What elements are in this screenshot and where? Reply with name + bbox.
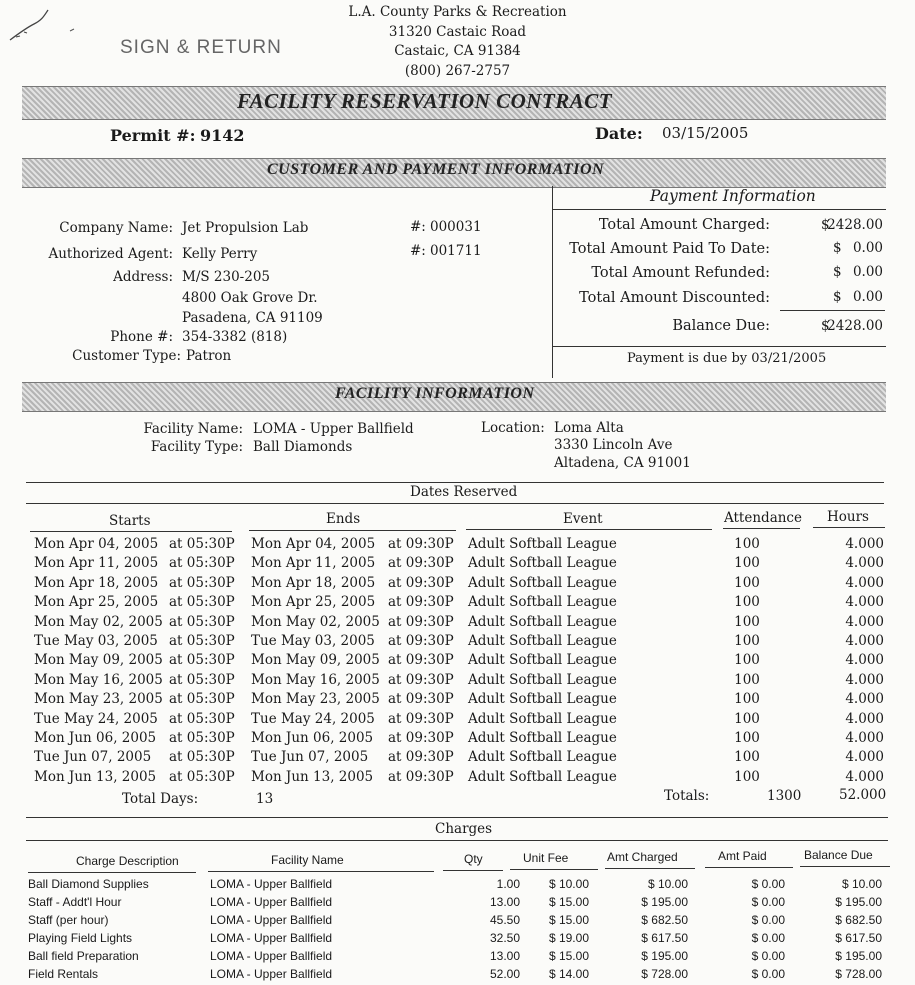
hours: 4.000 [845, 730, 884, 747]
event-name: Adult Softball League [468, 613, 617, 630]
start-time: at 05:30P [169, 691, 235, 708]
start-time: at 05:30P [169, 574, 235, 591]
charge-unit-fee: $ 19.00 [548, 930, 589, 945]
start-date: Mon Jun 13, 2005 [34, 768, 157, 785]
charge-facility: LOMA - Upper Ballfield [210, 930, 333, 945]
reservation-row [34, 632, 884, 651]
charge-amt-charged: $ 195.00 [641, 894, 688, 909]
reservation-row [34, 613, 884, 632]
event-header-rule [466, 529, 712, 530]
starts-header-rule [30, 531, 232, 532]
hours: 4.000 [845, 652, 884, 669]
charge-row [28, 930, 890, 948]
attendance: 100 [734, 730, 760, 747]
facility-header-rule [208, 871, 434, 872]
total-attendance: 1300 [767, 788, 802, 804]
charge-amt-paid: $ 0.00 [751, 966, 785, 981]
hours: 4.000 [845, 768, 884, 785]
date-value: 03/15/2005 [662, 124, 749, 142]
start-time: at 05:30P [169, 730, 235, 747]
hours: 4.000 [845, 613, 884, 630]
end-time: at 09:30P [388, 574, 454, 591]
permit-label: Permit #: [110, 126, 196, 145]
agent-number-label: #: [410, 243, 426, 259]
end-time: at 09:30P [388, 652, 454, 669]
event-name: Adult Softball League [468, 691, 617, 708]
event-name: Adult Softball League [468, 536, 617, 552]
charge-balance-due: $ 617.50 [835, 930, 882, 945]
total-charged-label: Total Amount Charged: [598, 217, 770, 233]
charge-amt-charged: $ 10.00 [647, 877, 688, 891]
org-address-1: 31320 Castaic Road [388, 24, 527, 40]
agent-label: Authorized Agent: [48, 246, 173, 262]
start-date: Mon May 16, 2005 [34, 671, 163, 688]
location-line-2: 3330 Lincoln Ave [554, 437, 673, 453]
end-date: Mon Jun 13, 2005 [251, 768, 374, 785]
charge-row [28, 948, 890, 966]
reservation-row [34, 671, 884, 690]
end-time: at 09:30P [388, 730, 454, 747]
reservation-row [34, 593, 884, 612]
charge-balance-due: $ 682.50 [835, 912, 882, 927]
reservation-row [34, 768, 884, 787]
event-name: Adult Softball League [468, 710, 617, 727]
starts-header: Starts [109, 513, 151, 529]
attendance: 100 [734, 768, 760, 785]
permit-number: 9142 [200, 126, 245, 145]
total-paid-currency: $ [833, 240, 842, 256]
charge-facility: LOMA - Upper Ballfield [210, 948, 333, 963]
charge-unit-fee: $ 15.00 [548, 948, 589, 963]
charge-row [28, 876, 890, 894]
reservation-row [34, 651, 884, 670]
end-date: Mon May 09, 2005 [251, 652, 380, 669]
end-date: Tue May 24, 2005 [251, 710, 375, 727]
amt-charged-header-rule [605, 868, 695, 869]
amt-paid-header: Amt Paid [718, 849, 767, 863]
start-date: Mon May 02, 2005 [34, 613, 163, 630]
facility-name-label: Facility Name: [143, 421, 243, 437]
charge-amt-paid: $ 0.00 [751, 948, 785, 963]
facility-type-label: Facility Type: [150, 439, 243, 455]
address-label: Address: [113, 269, 173, 285]
charge-amt-charged: $ 682.50 [641, 912, 688, 927]
customer-section-banner [22, 158, 886, 188]
end-date: Mon Apr 11, 2005 [251, 555, 376, 572]
event-name: Adult Softball League [468, 633, 617, 650]
amt-paid-header-rule [705, 867, 793, 868]
hours-header-rule [813, 527, 885, 528]
org-phone: (800) 267-2757 [404, 63, 511, 79]
payment-due-note: Payment is due by 03/21/2005 [627, 351, 827, 366]
ends-header-rule [249, 530, 456, 531]
end-time: at 09:30P [388, 613, 454, 630]
start-time: at 05:30P [169, 710, 235, 727]
charge-unit-fee: $ 10.00 [548, 877, 589, 891]
address-line-1: M/S 230-205 [182, 269, 271, 285]
payment-info-title: Payment Information [650, 187, 816, 205]
location-line-1: Loma Alta [554, 420, 624, 436]
charge-amt-paid: $ 0.00 [751, 877, 785, 891]
start-time: at 05:30P [169, 652, 235, 669]
qty-header: Qty [464, 852, 483, 866]
ends-header: Ends [326, 511, 361, 527]
facility-type-value: Ball Diamonds [253, 439, 353, 455]
phone-value: 354-3382 (818) [182, 329, 288, 345]
charge-qty: 13.00 [489, 948, 520, 963]
event-name: Adult Softball League [468, 749, 617, 766]
charges-title: Charges [435, 821, 493, 837]
customer-type-value: Patron [186, 348, 232, 364]
company-name-label: Company Name: [59, 220, 173, 236]
customer-section-title: CUSTOMER AND PAYMENT INFORMATION [267, 161, 605, 178]
attendance: 100 [734, 633, 760, 650]
balance-sum-rule [780, 310, 885, 311]
company-name-value: Jet Propulsion Lab [182, 220, 309, 236]
start-date: Mon Apr 11, 2005 [34, 555, 159, 572]
event-name: Adult Softball League [468, 594, 617, 611]
charge-qty: 1.00 [496, 877, 520, 891]
event-header: Event [563, 511, 603, 527]
total-discounted-currency: $ [833, 289, 842, 305]
charges-table [28, 876, 890, 983]
charge-facility: LOMA - Upper Ballfield [210, 966, 333, 981]
end-time: at 09:30P [388, 536, 454, 552]
reservation-row [34, 554, 884, 573]
end-date: Mon May 02, 2005 [251, 613, 380, 630]
start-date: Mon Apr 04, 2005 [34, 536, 159, 552]
end-time: at 09:30P [388, 710, 454, 727]
dates-section-rule-2 [26, 503, 884, 504]
start-time: at 05:30P [169, 613, 235, 630]
total-charged-value: 2428.00 [827, 217, 883, 233]
hours: 4.000 [845, 594, 884, 611]
charge-qty: 45.50 [489, 912, 520, 927]
end-date: Mon Apr 18, 2005 [251, 574, 376, 591]
start-date: Mon May 23, 2005 [34, 691, 163, 708]
total-days-label: Total Days: [122, 791, 199, 807]
contract-title-banner [22, 86, 886, 120]
start-date: Mon Apr 18, 2005 [34, 574, 159, 591]
charge-amt-charged: $ 728.00 [641, 966, 688, 981]
company-number-label: #: [410, 219, 426, 235]
org-address-2: Castaic, CA 91384 [394, 43, 521, 59]
charge-facility: LOMA - Upper Ballfield [210, 912, 333, 927]
charge-qty: 13.00 [489, 894, 520, 909]
payment-box-title-rule [552, 209, 886, 210]
hours: 4.000 [845, 555, 884, 572]
charge-amt-paid: $ 0.00 [751, 930, 785, 945]
attendance: 100 [734, 594, 760, 611]
reservation-row [34, 710, 884, 729]
event-name: Adult Softball League [468, 768, 617, 785]
end-date: Mon Apr 04, 2005 [251, 536, 376, 552]
event-name: Adult Softball League [468, 555, 617, 572]
attendance: 100 [734, 613, 760, 630]
charge-row [28, 912, 890, 930]
charge-amt-charged: $ 617.50 [641, 930, 688, 945]
start-date: Tue Jun 07, 2005 [34, 749, 152, 766]
charge-description: Ball Diamond Supplies [28, 877, 149, 891]
balance-due-header-rule [800, 866, 890, 867]
charge-balance-due: $ 728.00 [835, 966, 882, 981]
date-label: Date: [595, 124, 643, 143]
payment-box-bottom-rule [552, 346, 886, 347]
end-time: at 09:30P [388, 671, 454, 688]
charge-desc-header-rule [28, 872, 196, 873]
facility-name-value: LOMA - Upper Ballfield [253, 421, 414, 437]
charge-amt-charged: $ 195.00 [641, 948, 688, 963]
hours: 4.000 [845, 691, 884, 708]
location-label: Location: [481, 420, 545, 436]
charge-amt-paid: $ 0.00 [751, 912, 785, 927]
agent-number: 001711 [430, 243, 482, 259]
charge-balance-due: $ 10.00 [841, 877, 882, 891]
unit-fee-header-rule [510, 869, 598, 870]
charge-balance-due: $ 195.00 [835, 894, 882, 909]
charges-section-rule [26, 817, 888, 818]
total-refunded-value: 0.00 [852, 264, 883, 280]
attendance: 100 [734, 652, 760, 669]
attendance: 100 [734, 574, 760, 591]
event-name: Adult Softball League [468, 730, 617, 747]
address-line-2: 4800 Oak Grove Dr. [182, 290, 318, 306]
start-time: at 05:30P [169, 594, 235, 611]
end-time: at 09:30P [388, 768, 454, 785]
balance-due-currency: $ [821, 318, 830, 334]
charge-amt-paid: $ 0.00 [751, 894, 785, 909]
hours: 4.000 [845, 749, 884, 766]
end-date: Tue May 03, 2005 [251, 633, 375, 650]
start-date: Tue May 24, 2005 [34, 710, 158, 727]
total-paid-value: 0.00 [852, 240, 883, 256]
end-date: Mon Jun 06, 2005 [251, 730, 374, 747]
reservation-row [34, 535, 884, 554]
end-date: Mon May 23, 2005 [251, 691, 380, 708]
company-number: 000031 [430, 219, 482, 235]
hours: 4.000 [845, 574, 884, 591]
dates-reserved-title: Dates Reserved [410, 484, 518, 500]
start-time: at 05:30P [169, 633, 235, 650]
hours: 4.000 [845, 536, 884, 552]
start-date: Mon May 09, 2005 [34, 652, 163, 669]
charge-qty: 32.50 [489, 930, 520, 945]
end-time: at 09:30P [388, 555, 454, 572]
start-time: at 05:30P [169, 671, 235, 688]
charge-unit-fee: $ 15.00 [548, 894, 589, 909]
total-discounted-value: 0.00 [852, 289, 883, 305]
charge-description: Staff - Addt'l Hour [28, 894, 122, 909]
contract-title: FACILITY RESERVATION CONTRACT [237, 89, 613, 113]
amt-charged-header: Amt Charged [607, 850, 678, 864]
charge-description: Staff (per hour) [28, 912, 109, 927]
charge-qty: 52.00 [489, 966, 520, 981]
reservation-row [34, 729, 884, 748]
charge-description: Field Rentals [28, 966, 99, 981]
charge-facility: LOMA - Upper Ballfield [210, 877, 333, 891]
start-time: at 05:30P [169, 555, 235, 572]
end-time: at 09:30P [388, 691, 454, 708]
balance-due-label: Balance Due: [672, 318, 770, 334]
start-date: Mon Apr 25, 2005 [34, 594, 159, 611]
totals-label: Totals: [664, 788, 710, 804]
event-name: Adult Softball League [468, 652, 617, 669]
event-name: Adult Softball League [468, 574, 617, 591]
end-time: at 09:30P [388, 594, 454, 611]
qty-header-rule [443, 870, 503, 871]
facility-name-header: Facility Name [271, 853, 344, 867]
charge-description: Playing Field Lights [28, 930, 133, 945]
charge-unit-fee: $ 14.00 [548, 966, 589, 981]
end-date: Mon May 16, 2005 [251, 671, 380, 688]
attendance: 100 [734, 749, 760, 766]
end-time: at 09:30P [388, 633, 454, 650]
total-paid-label: Total Amount Paid To Date: [569, 241, 770, 257]
start-time: at 05:30P [169, 768, 235, 785]
attendance: 100 [734, 536, 760, 552]
customer-type-label: Customer Type: [72, 348, 181, 364]
payment-box-divider [552, 186, 553, 378]
unit-fee-header: Unit Fee [523, 851, 569, 865]
end-date: Tue Jun 07, 2005 [251, 749, 369, 766]
attendance: 100 [734, 691, 760, 708]
phone-label: Phone #: [110, 329, 173, 345]
attendance: 100 [734, 555, 760, 572]
charge-row [28, 894, 890, 912]
hours: 4.000 [845, 710, 884, 727]
attendance: 100 [734, 710, 760, 727]
total-refunded-currency: $ [833, 264, 842, 280]
charge-balance-due: $ 195.00 [835, 948, 882, 963]
charge-row [28, 966, 890, 984]
charge-unit-fee: $ 15.00 [548, 912, 589, 927]
total-refunded-label: Total Amount Refunded: [591, 265, 770, 281]
balance-due-value: 2428.00 [827, 318, 883, 334]
end-date: Mon Apr 25, 2005 [251, 594, 376, 611]
facility-section-title: FACILITY INFORMATION [335, 385, 535, 402]
start-time: at 05:30P [169, 749, 235, 766]
reservation-row [34, 748, 884, 767]
charge-description-header: Charge Description [76, 854, 179, 868]
address-line-3: Pasadena, CA 91109 [182, 310, 323, 326]
start-date: Mon Jun 06, 2005 [34, 730, 157, 747]
dates-section-rule [26, 482, 884, 483]
total-hours: 52.000 [839, 787, 887, 803]
charge-description: Ball field Preparation [28, 948, 139, 963]
dates-table [34, 535, 884, 787]
facility-section-banner [22, 382, 886, 412]
hours: 4.000 [845, 671, 884, 688]
sign-and-return-stamp: SIGN & RETURN [120, 37, 282, 58]
attendance-header-rule [723, 528, 800, 529]
reservation-row [34, 574, 884, 593]
charges-section-rule-2 [26, 840, 888, 841]
total-days-value: 13 [256, 791, 274, 807]
balance-due-header: Balance Due [804, 848, 873, 862]
location-line-3: Altadena, CA 91001 [554, 455, 691, 471]
agent-value: Kelly Perry [182, 246, 258, 262]
attendance: 100 [734, 671, 760, 688]
event-name: Adult Softball League [468, 671, 617, 688]
total-discounted-label: Total Amount Discounted: [579, 290, 770, 306]
org-name: L.A. County Parks & Recreation [348, 4, 567, 20]
hours-header: Hours [827, 509, 869, 525]
start-date: Tue May 03, 2005 [34, 633, 158, 650]
end-time: at 09:30P [388, 749, 454, 766]
attendance-header: Attendance [724, 510, 802, 526]
start-time: at 05:30P [169, 536, 235, 552]
charge-facility: LOMA - Upper Ballfield [210, 894, 333, 909]
total-charged-currency: $ [821, 217, 830, 233]
reservation-row [34, 690, 884, 709]
hours: 4.000 [845, 633, 884, 650]
